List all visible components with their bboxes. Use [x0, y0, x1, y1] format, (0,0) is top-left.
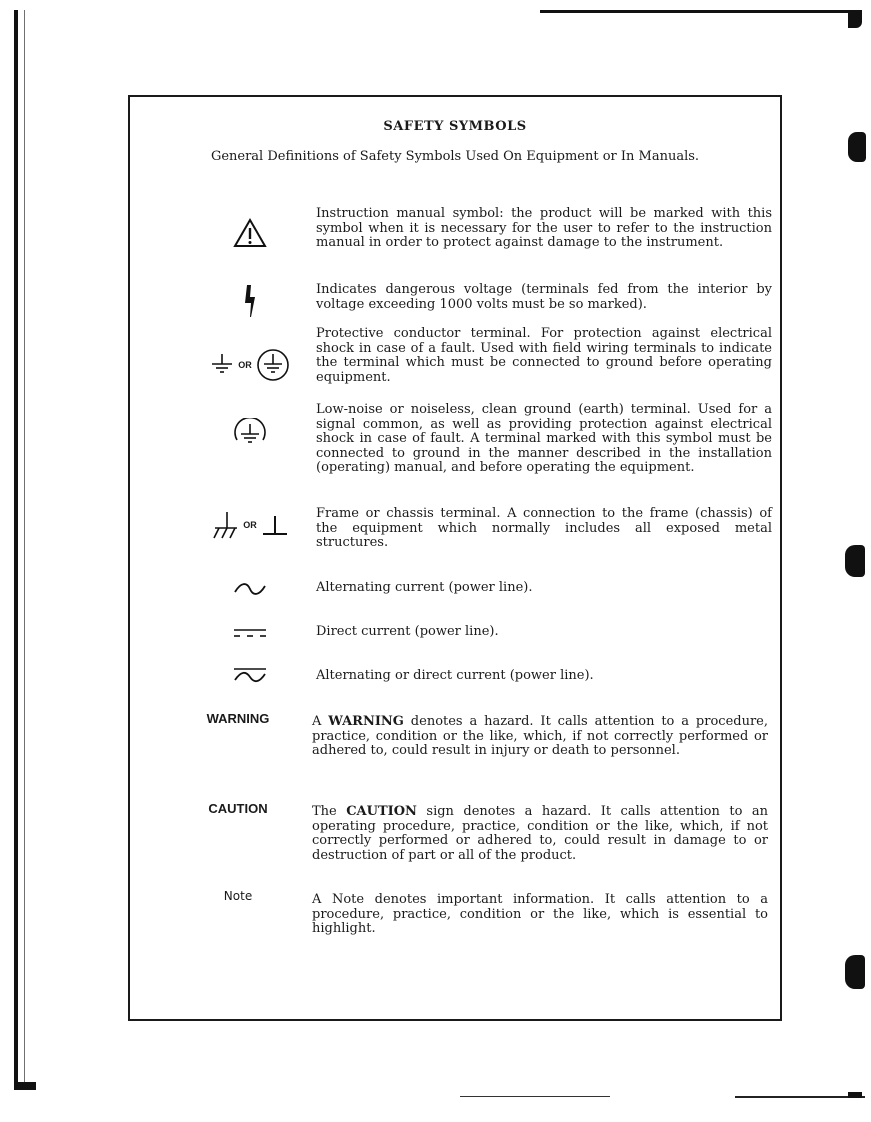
lightning-bolt-icon [190, 283, 310, 319]
scan-corner-bottom-right [848, 1092, 862, 1098]
chassis-icon [211, 510, 239, 540]
clean-ground-icon [190, 417, 310, 453]
caution-body: sign denotes a hazard. It calls attention to an operating procedure, practice, condition or the like, which, if not correctly performed or adhered to, could result in damage to or destruction of part or all of the product. [312, 804, 768, 863]
page-title: SAFETY SYMBOLS [383, 119, 527, 134]
scan-corner-bottom-left [14, 1082, 36, 1090]
ac-wave-icon [190, 577, 310, 601]
warning-label: WARNING [206, 711, 270, 726]
chassis-ground-symbols [190, 507, 310, 543]
entry-text: Indicates dangerous voltage (terminals fed from the interior by voltage exceeding 1000 volts must be so marked). [316, 282, 772, 312]
ground-icon [210, 352, 234, 378]
scan-edge-left [14, 10, 18, 1085]
caution-label: CAUTION [208, 801, 268, 816]
dc-icon [190, 621, 310, 645]
entry-text: Frame or chassis terminal. A connection to the frame (chassis) of the equipment which normally includes all exposed metal structures. [316, 506, 772, 550]
warning-triangle-icon [190, 215, 310, 251]
or-label: OR [243, 520, 257, 530]
protective-ground-symbols [190, 347, 310, 383]
entry-text: Low-noise or noiseless, clean ground (earth) terminal. Used for a signal common, as well as providing protection against electrical shock in case of fault. A terminal marked with this symbol must be connected to ground in the manner described in the installation (operating) manual, and before operating the equipment. [316, 402, 772, 475]
note-label: Note [223, 889, 253, 903]
warning-keyword: WARNING [328, 714, 404, 729]
warning-prefix: A [312, 714, 329, 729]
warning-text [312, 715, 768, 759]
caution-keyword: CAUTION [346, 804, 417, 819]
warning-body: denotes a hazard. It calls attention to a procedure, practice, condition or the like, which, if not correctly performed or adhered to, could result in injury or death to personnel. [312, 714, 769, 758]
scan-edge-top [540, 10, 860, 13]
binder-hole [845, 955, 865, 989]
frame-terminal-icon [261, 510, 289, 540]
safety-symbols-frame [128, 95, 782, 1021]
entry-text: Alternating current (power line). [316, 580, 533, 595]
entry-text: Direct current (power line). [316, 624, 499, 639]
entry-text: Instruction manual symbol: the product will be marked with this symbol when it is necessary for the user to refer to the instruction manual in order to protect against damage to the instrument. [316, 206, 772, 250]
page-subtitle: General Definitions of Safety Symbols Used On Equipment or In Manuals. [210, 149, 700, 164]
scan-edge-bottom [460, 1096, 610, 1097]
circled-ground-icon [256, 348, 290, 382]
scan-edge-bottom-right [735, 1096, 865, 1098]
or-label: OR [238, 360, 252, 370]
binder-hole [845, 545, 865, 577]
caution-text [312, 805, 768, 863]
caution-prefix: The [312, 804, 347, 819]
ac-dc-icon [190, 663, 310, 689]
entry-text: Alternating or direct current (power line). [316, 668, 594, 683]
note-text: A Note denotes important information. It calls attention to a procedure, practice, condition or the like, which is essential to highlight. [312, 892, 768, 936]
entry-text: Protective conductor terminal. For protection against electrical shock in case of a fault. Used with field wiring terminals to indicate the terminal which must be connected to ground before operating equipment. [316, 326, 772, 385]
scan-edge-line [24, 10, 25, 1090]
scan-corner-mark [848, 10, 862, 28]
binder-hole [848, 132, 866, 162]
